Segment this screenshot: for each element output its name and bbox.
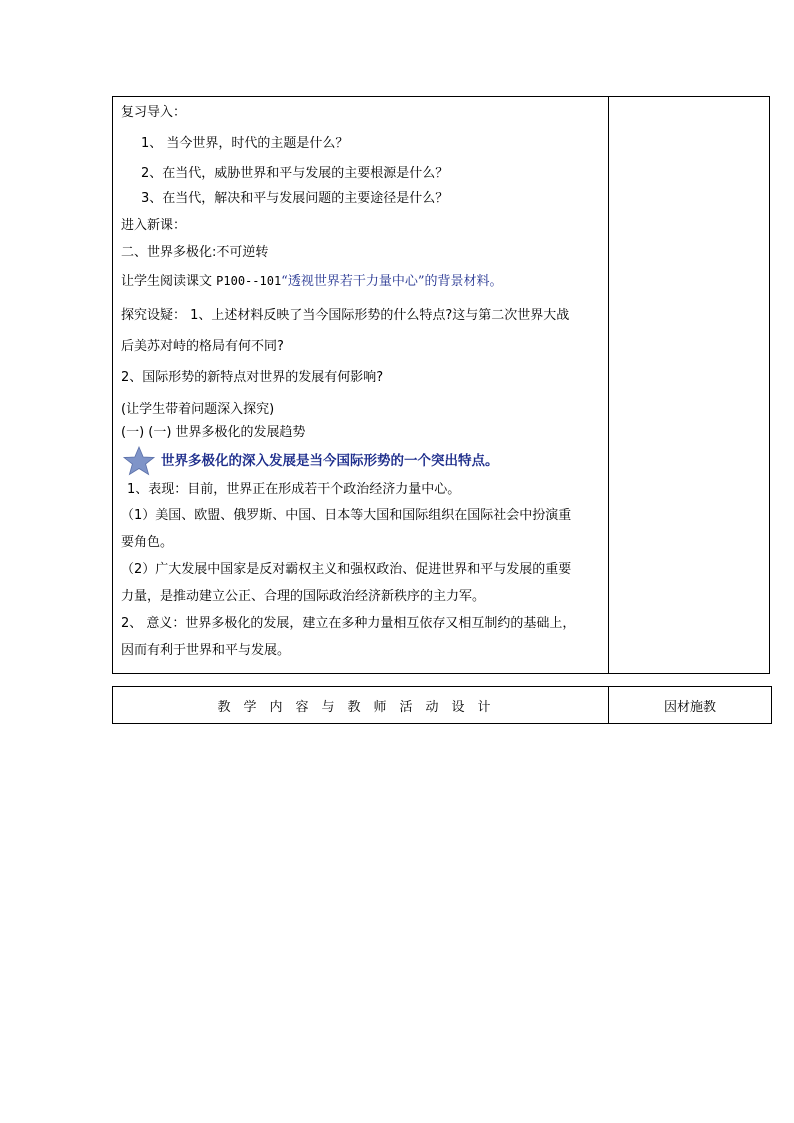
key-point: 世界多极化的深入发展是当今国际形势的一个突出特点。 [161, 453, 499, 469]
new-lesson-label: 进入新课： [121, 218, 187, 233]
inquiry-question-1a: 探究设疑： 1、上述材料反映了当今国际形势的什么特点?这与第二次世界大战 [121, 308, 570, 323]
question-2: 2、在当代，威胁世界和平与发展的主要根源是什么？ [141, 166, 449, 181]
manifestation-point-2a: （2）广大发展中国家是反对霸权主义和强权政治、促进世界和平与发展的重要 [121, 562, 572, 577]
content-design-header: 教学内容与教师活动设计 [217, 699, 504, 715]
manifestation-heading: 1、表现：目前，世界正在形成若干个政治经济力量中心。 [127, 482, 461, 497]
significance-b: 因而有利于世界和平与发展。 [121, 643, 291, 658]
manifestation-point-1b: 要角色。 [121, 535, 174, 550]
subsection-heading: (一) (一) 世界多极化的发展趋势 [121, 425, 306, 440]
lesson-content-table [112, 96, 770, 674]
question-3: 3、在当代，解决和平与发展问题的主要途径是什么？ [141, 191, 449, 206]
question-1: 1、 当今世界，时代的主题是什么？ [141, 136, 349, 151]
inquiry-question-2: 2、国际形势的新特点对世界的发展有何影响? [121, 370, 384, 385]
section-heading: 二、世界多极化:不可逆转 [121, 245, 269, 260]
star-icon [121, 446, 157, 476]
manifestation-point-1a: （1）美国、欧盟、俄罗斯、中国、日本等大国和国际组织在国际社会中扮演重 [121, 508, 572, 523]
header-table [112, 686, 772, 724]
column-divider [608, 97, 609, 673]
significance-a: 2、 意义：世界多极化的发展，建立在多种力量相互依存又相互制约的基础上， [121, 616, 576, 631]
manifestation-point-2b: 力量，是推动建立公正、合理的国际政治经济新秩序的主力军。 [121, 589, 486, 604]
inquiry-question-1b: 后美苏对峙的格局有何不同? [121, 339, 284, 354]
guide-note: (让学生带着问题深入探究) [121, 402, 275, 417]
review-heading: 复习导入： [121, 105, 187, 120]
adaptive-teaching-header: 因材施教 [663, 699, 716, 715]
reading-instruction: 让学生阅读课文 P100--101“透视世界若干力量中心”的背景材料。 [121, 274, 503, 289]
